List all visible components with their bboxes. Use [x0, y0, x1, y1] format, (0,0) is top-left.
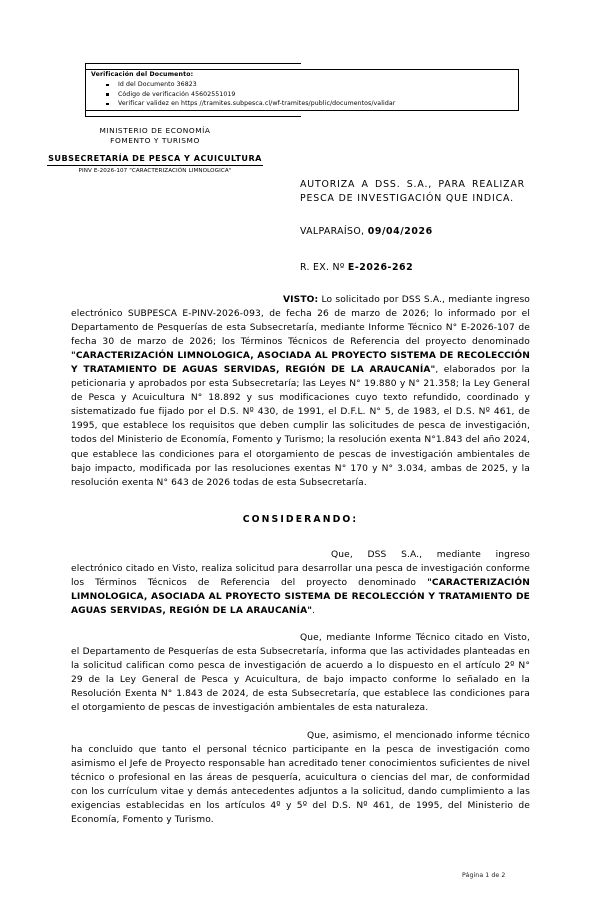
page-title: AUTORIZA A DSS. S.A., PARA REALIZAR PESCA DE INVESTIGACIÓN QUE INDICA. [300, 179, 525, 204]
visto-text-a: Lo solicitado por DSS S.A., mediante ingreso electrónico SUBPESCA E-PINV-2026-093, de fecha 26 de marzo de 2026; lo informado por el Departamento de Pesquerías de esta Subsecretaría, mediante Informe Técnico N° E-2026-107 de fecha 30 de marzo de 2026; los Términos Técnicos de Referencia del proyecto denominado [71, 295, 530, 348]
considerando-paragraph-2 [71, 631, 530, 715]
verification-title: Verificación del Documento: [91, 71, 194, 78]
date-value: 09/04/2026 [367, 226, 433, 237]
place-label: VALPARAÍSO, [300, 226, 368, 237]
visto-text-b: , elaborados por la peticionaria y aprobados por esta Subsecretaría; las Leyes N° 19.880 y N° 21.358; la Ley General de Pesca y Acuicultura N° 18.892 y sus modificaciones cuyo texto refundido, coordinado y sistematizado fue fijado por el D.S. Nº 430, de 1991, el D.F.L. N° 5, de 1983, el D.S. Nº 461, de 1995, que establece los requisitos que deben cumplir las solicitudes de pesca de investigación, todos del Ministerio de Economía, Fomento y Turismo; la resolución exenta N°1.843 del año 2024, que establece las condiciones para el otorgamiento de pescas de investigación ambientales de bajo impacto, modificada por las resoluciones exentas N° 170 y N° 3.034, ambas de 2025, y la resolución exenta N° 643 de 2026 todas de esta Subsecretaría. [71, 365, 530, 488]
ministry-header [40, 126, 270, 176]
considerando-paragraph-3 [71, 729, 530, 827]
considerando-section [71, 548, 530, 827]
list-item: Código de verificación 45602551019 [104, 90, 395, 100]
ministry-line-2: FOMENTO Y TURISMO [110, 136, 200, 146]
ministry-project-code: PINV E-2026-107 "CARACTERIZACIÓN LIMNOLOGICA" [78, 168, 232, 175]
verification-list [104, 80, 395, 109]
considerando-text-1b: . [312, 606, 316, 617]
project-name-2: "CARACTERIZACIÓN LIMNOLOGICA, ASOCIADA AL PROYECTO SISTEMA DE RECOLECCIÓN Y TRATAMIENTO DE AGUAS SERVIDAS, REGIÓN DE LA ARAUCANÍA" [71, 578, 530, 617]
considerando-text-2: Que, mediante Informe Técnico citado en Visto, el Departamento de Pesquerías de esta Subsecretaría, informa que las actividades planteadas en la solicitud califican como pesca de investigación de acuerdo a lo dispuesto en el artículo 2º N° 29 de la Ley General de Pesca y Acuicultura, de bajo impacto conforme lo señalado en la Resolución Exenta N° 1.843 de 2024, de esta Subsecretaría, que establece las condiciones para el otorgamiento de pescas de investigación ambientales de esta naturaleza. [71, 633, 530, 714]
considerando-paragraph-1 [71, 548, 530, 618]
place-and-date [300, 226, 433, 237]
considerando-text-3: Que, asimismo, el mencionado informe técnico ha concluido que tanto el personal técnico participante en la pesca de investigación como asimismo el Jefe de Proyecto responsable han acreditado tener conocimientos suficientes de nivel técnico o profesional en las áreas de pesquería, acuicultura o ciencias del mar, de conformidad con los currículum vitae y demás antecedentes adjuntos a la solicitud, dando cumplimiento a las exigencias establecidas en los artículos 4º y 5º del D.S. Nº 461, de 1995, del Ministerio de Economía, Fomento y Turismo. [71, 730, 530, 825]
resolution-number [300, 262, 413, 273]
visto-paragraph [71, 293, 530, 490]
ministry-subsecretaria: SUBSECRETARÍA DE PESCA Y ACUICULTURA [47, 153, 263, 166]
page-number: Página 1 de 2 [462, 872, 506, 879]
visto-label: VISTO: [283, 295, 319, 305]
list-item[interactable]: Verificar validez en https //tramites.subpesca.cl/wf-tramites/public/documentos/validar [104, 99, 395, 109]
considerando-heading: CONSIDERANDO: [242, 514, 359, 525]
list-item: Id del Documento 36823 [104, 80, 395, 90]
visto-section [71, 293, 530, 490]
considerando-text-1a: Que, DSS S.A., mediante ingreso electrónico citado en Visto, realiza solicitud para desarrollar una pesca de investigación conforme los Términos Técnicos de Referencia del proyecto denominado [71, 550, 530, 589]
ministry-line-1: MINISTERIO DE ECONOMÍA [99, 126, 211, 135]
resolution-value: E-2026-262 [347, 262, 414, 273]
resolution-prefix: R. EX. Nº [300, 262, 348, 273]
project-name-1: "CARACTERIZACIÓN LIMNOLOGICA, ASOCIADA AL PROYECTO SISTEMA DE RECOLECCIÓN Y TRATAMIENTO DE AGUAS SERVIDAS, REGIÓN DE LA ARAUCANÍA" [71, 351, 530, 376]
